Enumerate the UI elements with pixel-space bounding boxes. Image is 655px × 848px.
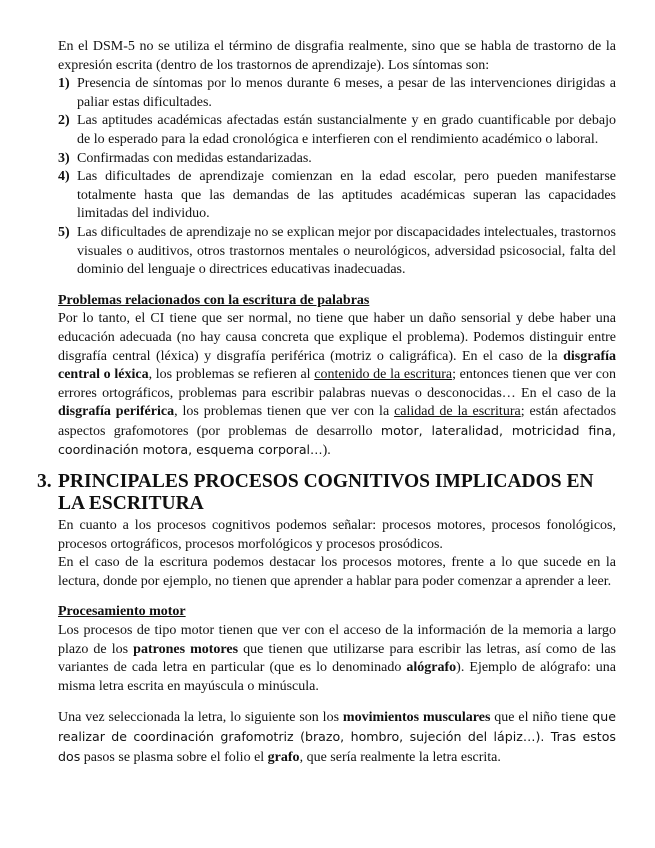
text-run: que realizar de coordinación grafomotriz (brazo, hombro, sujeción del lápiz…). Tras estos dos [58, 709, 616, 764]
bold-term: grafo [267, 749, 300, 765]
text-run: ). [322, 443, 331, 459]
bold-term: disgrafía periférica [58, 404, 175, 420]
text-run: , los problemas se refieren al [148, 367, 315, 383]
list-item [58, 112, 616, 149]
list-item-text: Presencia de síntomas por lo menos durante 6 meses, a pesar de las intervenciones dirigidas a paliar estas dificultades. [77, 76, 616, 110]
intro-paragraph: En el DSM-5 no se utiliza el término de disgrafia realmente, sino que se habla de trastorno de la expresión escrita (dentro de los trastornos de aprendizaje). Los síntomas son: [58, 39, 616, 73]
text-run: pasos se plasma sobre el folio el [80, 749, 268, 765]
section-number: 3. [37, 471, 52, 493]
section-heading [37, 471, 616, 515]
text-run: Por lo tanto, el CI tiene que ser normal, no tiene que haber un daño sensorial y debe haber una educación adecuada (no hay causa concreta que explique el problema). Podemos distinguir entre disgrafía central (léxica) y disgrafía periférica (motriz o caligráfica). En el caso de la [58, 311, 616, 364]
motor-paragraph [58, 622, 616, 696]
text-run: , los problemas tienen que ver con la [174, 404, 395, 420]
text-run: que el niño tiene [490, 710, 593, 726]
text-run: que tienen que utilizarse para escribir las letras, así como de las variantes de cada letra en particular (que es lo denominado [58, 641, 616, 676]
text-run: ; entonces tienen que ver con errores ortográficos, problemas para escribir palabras nuevas o desconocidas… En el caso de la [58, 367, 616, 401]
motor-paragraph [58, 708, 616, 767]
text-run: ). Ejemplo de alógrafo: una misma letra escrita en mayúscula o minúscula. [58, 660, 616, 694]
list-item-text: Las aptitudes académicas afectadas están sustancialmente y en grado cuantificable por debajo de lo esperado para la edad cronológica e interfieren con el rendimiento académico o laboral. [77, 113, 616, 147]
text-run: Los procesos de tipo motor tienen que ver con el acceso de la información de la memoria a largo plazo de los [58, 623, 616, 657]
underlined-term: contenido de la escritura [314, 367, 453, 383]
bold-term: patrones motores [133, 641, 239, 657]
list-number: 5) [58, 224, 70, 240]
list-item [58, 168, 616, 224]
text-run: Una vez seleccionada la letra, lo siguiente son los [58, 710, 343, 726]
section-paragraph: En cuanto a los procesos cognitivos podemos señalar: procesos motores, procesos fonológicos, procesos ortográficos, procesos morfológicos y procesos prosódicos. [58, 518, 616, 552]
list-item [58, 224, 616, 280]
bold-term: alógrafo [406, 660, 457, 676]
underlined-term: calidad de la escritura [394, 404, 521, 420]
text-run: , que sería realmente la letra escrita. [299, 749, 501, 765]
bold-term: movimientos musculares [342, 710, 491, 726]
list-item-text: Las dificultades de aprendizaje no se explican mejor por discapacidades intelectuales, trastornos visuales o auditivos, otros trastornos mentales o neurológicos, adversidad psicosocial, falta del dominio del lenguaje o directrices educativas inadecuadas. [77, 224, 616, 278]
list-number: 1) [58, 76, 70, 92]
document-page [37, 38, 617, 767]
text-run: motor, lateralidad, motricidad fina, coordinación motora, esquema corporal… [58, 422, 616, 458]
list-number: 4) [58, 169, 70, 185]
list-item [58, 150, 616, 169]
list-number: 2) [58, 113, 70, 129]
problems-heading: Problemas relacionados con la escritura de palabras [58, 292, 370, 308]
symptom-list [58, 75, 616, 280]
list-item-text: Confirmadas con medidas estandarizadas. [77, 150, 312, 166]
section-title: PRINCIPALES PROCESOS COGNITIVOS IMPLICADOS EN LA ESCRITURA [58, 471, 594, 515]
list-item-text: Las dificultades de aprendizaje comienzan en la edad escolar, pero pueden manifestarse totalmente hasta que las demandas de las aptitudes académicas superan las capacidades limitadas del individuo. [77, 169, 616, 222]
list-item [58, 75, 616, 112]
section-paragraph: En el caso de la escritura podemos destacar los procesos motores, frente a lo que sucede en la lectura, donde por ejemplo, no tienen que aprender a hablar para poder comenzar a aprender a leer. [58, 555, 616, 589]
bold-term: disgrafía central o léxica [58, 348, 616, 383]
motor-heading: Procesamiento motor [58, 604, 186, 620]
problems-paragraph [58, 310, 616, 461]
text-run: ; están afectados aspectos grafomotores (por problemas de desarrollo [58, 404, 617, 439]
list-number: 3) [58, 150, 70, 166]
